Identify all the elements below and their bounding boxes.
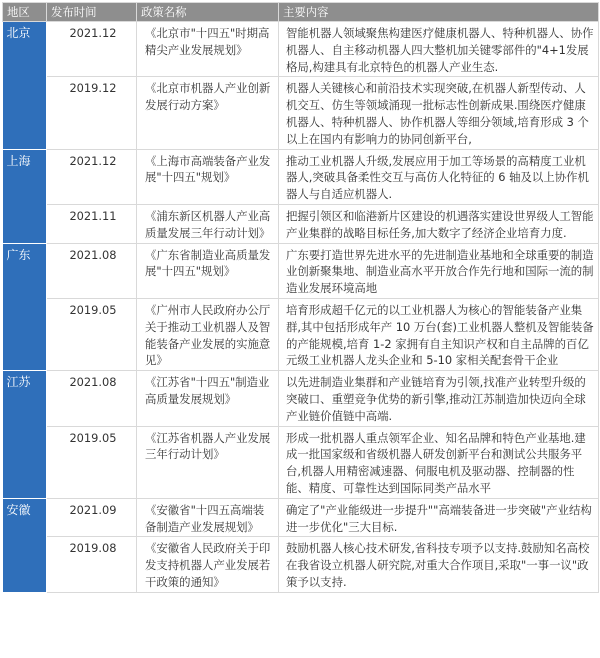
date-cell: 2021.08 (47, 243, 137, 298)
table-row (3, 243, 599, 298)
policy-cell: 《北京市机器人产业创新发展行动方案》 (137, 77, 279, 149)
policy-cell: 《江苏省机器人产业发展三年行动计划》 (137, 426, 279, 498)
content-cell: 广东要打造世界先进水平的先进制造业基地和全球重要的制造业创新聚集地、制造业高水平开放合作先行地和国际一流的制造业发展环境高地 (279, 243, 599, 298)
policy-table (2, 2, 599, 593)
content-cell: 把握引领区和临港新片区建设的机遇落实建设世界级人工智能产业集群的战略目标任务,加大数字了经济企业培育力度. (279, 204, 599, 243)
content-cell: 推动工业机器人升级,发展应用于加工等场景的高精度工业机器人,突破具备柔性交互与高仿人化特征的 6 轴及以上协作机器人与自适应机器人. (279, 149, 599, 204)
date-cell: 2019.05 (47, 426, 137, 498)
table-row (3, 77, 599, 149)
date-cell: 2019.08 (47, 537, 137, 592)
policy-cell: 《上海市高端装备产业发展"十四五"规划》 (137, 149, 279, 204)
policy-cell: 《安徽省"十四五高端装备制造产业发展规划》 (137, 498, 279, 537)
table-row (3, 298, 599, 370)
region-cell: 广东 (3, 243, 47, 371)
content-cell: 以先进制造业集群和产业链培育为引领,找准产业转型升级的突破口、重塑竞争优势的新引擎,推动江苏制造加快迈向全球产业链价值链中高端. (279, 371, 599, 426)
header-content: 主要内容 (279, 3, 599, 22)
header-date: 发布时间 (47, 3, 137, 22)
header-policy: 政策名称 (137, 3, 279, 22)
content-cell: 形成一批机器人重点领军企业、知名品牌和特色产业基地.建成一批国家级和省级机器人研发创新平台和测试公共服务平台,机器人用精密减速器、伺服电机及驱动器、控制器的性能、精度、可靠性达到国际同类产品水平 (279, 426, 599, 498)
table-row (3, 371, 599, 426)
policy-cell: 《广东省制造业高质量发展"十四五"规划》 (137, 243, 279, 298)
region-cell: 江苏 (3, 371, 47, 499)
policy-cell: 《安徽省人民政府关于印发支持机器人产业发展若干政策的通知》 (137, 537, 279, 592)
table-row (3, 498, 599, 537)
table-row (3, 149, 599, 204)
date-cell: 2021.12 (47, 149, 137, 204)
table-row (3, 204, 599, 243)
table-row (3, 537, 599, 592)
region-cell: 安徽 (3, 498, 47, 592)
date-cell: 2021.12 (47, 22, 137, 77)
date-cell: 2021.09 (47, 498, 137, 537)
content-cell: 培育形成超千亿元的以工业机器人为核心的智能装备产业集群,其中包括形成年产 10 万台(套)工业机器人整机及智能装备的产能规模,培育 1-2 家拥有自主知识产权和自主品牌的百亿元级工业机器人龙头企业和 5-10 家相关配套骨干企业 (279, 298, 599, 370)
header-region: 地区 (3, 3, 47, 22)
policy-cell: 《广州市人民政府办公厅关于推动工业机器人及智能装备产业发展的实施意见》 (137, 298, 279, 370)
table-header-row (3, 3, 599, 22)
date-cell: 2021.11 (47, 204, 137, 243)
table-row (3, 22, 599, 77)
region-cell: 北京 (3, 22, 47, 150)
policy-cell: 《北京市"十四五"时期高精尖产业发展规划》 (137, 22, 279, 77)
date-cell: 2019.05 (47, 298, 137, 370)
table-row (3, 426, 599, 498)
date-cell: 2019.12 (47, 77, 137, 149)
policy-cell: 《江苏省"十四五"制造业高质量发展规划》 (137, 371, 279, 426)
region-cell: 上海 (3, 149, 47, 243)
date-cell: 2021.08 (47, 371, 137, 426)
content-cell: 机器人关键核心和前沿技术实现突破,在机器人新型传动、人机交互、仿生等领域涌现一批标志性创新成果.围绕医疗健康机器人、特种机器人、协作机器人等细分领域,培育形成 3 个以上在国内有影响力的协同创新平台, (279, 77, 599, 149)
content-cell: 确定了"产业能级进一步提升""高端装备进一步突破"产业结构进一步优化"三大目标. (279, 498, 599, 537)
content-cell: 鼓励机器人核心技术研发,省科技专项予以支持.鼓励知名高校在我省设立机器人研究院,对重大合作项目,采取"一事一议"政策予以支持. (279, 537, 599, 592)
content-cell: 智能机器人领域聚焦构建医疗健康机器人、特种机器人、协作机器人、自主移动机器人四大整机加关键零部件的"4+1发展格局,构建具有北京特色的机器人产业生态. (279, 22, 599, 77)
policy-cell: 《浦东新区机器人产业高质量发展三年行动计划》 (137, 204, 279, 243)
